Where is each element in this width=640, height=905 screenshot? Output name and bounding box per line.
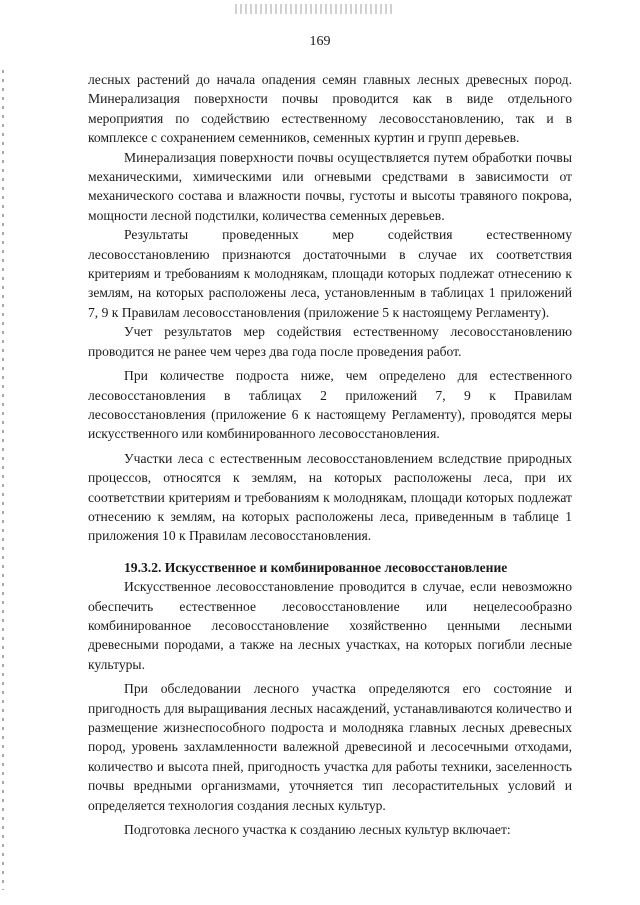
scan-artifact	[235, 4, 395, 14]
paragraph: Результаты проведенных мер содействия естественному лесовосстановлению признаются достаточными в случае их соответствия критериям и требованиям к молоднякам, площади которых подлежат отнесению к землям, на которых расположены леса, установленным в таблицах 1 приложений 7, 9 к Правилам лесовосстановления (приложение 5 к настоящему Регламенту).	[88, 227, 572, 320]
page-number: 169	[309, 34, 331, 49]
paragraph: Участки леса с естественным лесовосстановлением вследствие природных процессов, относятся к землям, на которых расположены леса, при их соответствии критериям и требованиям к молоднякам, площади которых подлежат отнесению к землям, на которых расположены леса, приведенным в таблице 1 приложения 10 к Правилам лесовосстановления.	[88, 450, 572, 544]
paragraph: Подготовка лесного участка к созданию лесных культур включает:	[124, 822, 511, 838]
paragraph: При количестве подроста ниже, чем определено для естественного лесовосстановления в таблицах 2 приложений 7, 9 к Правилам лесовосстановления (приложение 6 к настоящему Регламенту), проводятся меры искусственного или комбинированного лесовосстановления.	[88, 368, 572, 442]
document-body	[88, 70, 572, 839]
scan-edge-artifact	[2, 70, 4, 890]
paragraph: Минерализация поверхности почвы осуществляется путем обработки почвы механическими, химическими или огневыми средствами в зависимости от механического состава и влажности почвы, густоты и высоты травяного покрова, мощности лесной подстилки, количества семенных деревьев.	[88, 149, 572, 223]
paragraph: лесных растений до начала опадения семян главных лесных древесных пород. Минерализация поверхности почвы проводится как в виде отдельного мероприятия по содействию естественному лесовосстановлению, так и в комплексе с сохранением семенников, семенных куртин и групп деревьев.	[88, 72, 572, 146]
paragraph: При обследовании лесного участка определяются его состояние и пригодность для выращивания лесных насаждений, устанавливаются количество и размещение жизнеспособного подроста и молодняка главных лесных древесных пород, уровень захламленности валежной древесиной и лесосечными отходами, количество и высота пней, пригодность участка для работы техники, заселенность почвы вредными организмами, уточняется тип лесорастительных условий и определяется технология создания лесных культур.	[88, 681, 572, 813]
paragraph: Учет результатов мер содействия естественному лесовосстановлению проводится не ранее чем через два года после проведения работ.	[88, 324, 572, 359]
paragraph: Искусственное лесовосстановление проводится в случае, если невозможно обеспечить естественное лесовосстановление или нецелесообразно комбинированное лесовосстановление хозяйственно ценными лесными древесными породами, а также на лесных участках, на которых погибли лесные культуры.	[88, 579, 572, 672]
section-heading: 19.3.2. Искусственное и комбинированное лесовосстановление	[124, 559, 508, 575]
